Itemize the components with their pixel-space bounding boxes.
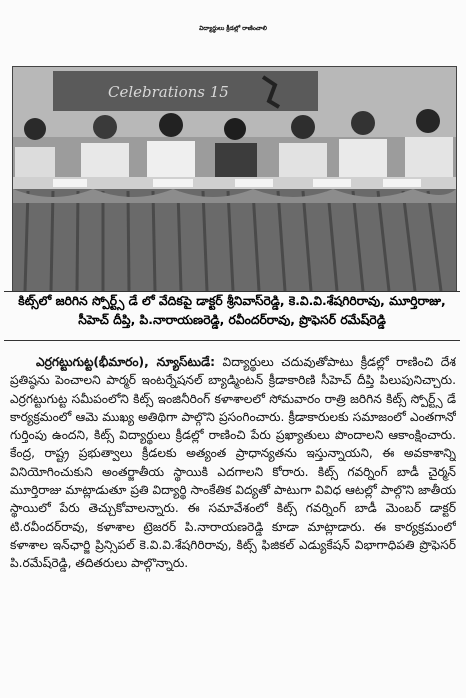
event-photo bbox=[12, 66, 457, 292]
dateline: ఎర్రగట్టుగుట్ట(భీమారం), న్యూస్‌టుడే: bbox=[36, 355, 215, 369]
caption-line-2: సీహెచ్ దీప్తి, పి.నారాయణరెడ్డి, రవీందర్‌రావు, ప్రొఫెసర్ రమేష్‌రెడ్డి bbox=[78, 313, 386, 327]
article-text: విద్యార్థులు చదువుతోపాటు క్రీడల్లో రాణించి దేశ ప్రతిష్ఠను పెంచాలని పార్మర్ ఇంటర్నేషనల్ బ్యాడ్మింటన్ క్రీడాకారిణి సీహెచ్ దీప్తి పిలుపునిచ్చారు. ఎర్రగట్టుగుట్ట సమీపంలోని కిట్స్ ఇంజినీరింగ్ కళాశాలలో సోమవారం రాత్రి జరిగిన కిట్స్ స్పోర్ట్స్ డే కార్యక్రమంలో ఆమె ముఖ్య అతిథిగా పాల్గొని ప్రసంగించారు. క్రీడాకారులకు సమాజంలో ఎంతగానో గుర్తింపు ఉందని, కిట్స్ విద్యార్థులు క్రీడల్లో రాణించి పేరు ప్రఖ్యాతులు పొందాలని ఆకాంక్షించారు. కేంద్ర, రాష్ట్ర ప్రభుత్వాలు క్రీడలకు అత్యంత ప్రాధాన్యతను ఇస్తున్నాయని, ఈ అవకాశాన్ని వినియోగించుకుని అంతర్జాతీయ స్థాయికి ఎదగాలని కోరారు. కిట్స్ గవర్నింగ్ బాడీ చైర్మన్ మూర్తిరాజు మాట్లాడుతూ ప్రతి విద్యార్థి సాంకేతిక విద్యతో పాటుగా వివిధ ఆటల్లో పాల్గొని జాతీయ స్థాయిలో పేరు తెచ్చుకోవాలన్నారు. ఈ సమావేశంలో కిట్స్ గవర్నింగ్ బాడీ మెంబర్ డాక్టర్ టి.రవీందర్‌రావు, కళాశాల ట్రెజరర్ పి.నారాయణరెడ్డి కూడా మాట్లాడారు. ఈ కార్యక్రమంలో కళాశాల ఇన్‌ఛార్జి ప్రిన్సిపల్ కె.వి.వి.శేషగిరిరావు, కిట్స్ ఫిజికల్ ఎడ్యుకేషన్ విభాగాధిపతి ప్రొఫెసర్ పి.రమేష్‌రెడ్డి, తదితరులు పాల్గొన్నారు. bbox=[10, 355, 456, 571]
banner-text: Celebrations 15 bbox=[108, 83, 229, 101]
headline: విద్యార్థులు క్రీడల్లో రాణించాలి bbox=[199, 25, 267, 32]
caption-bottom-rule bbox=[4, 340, 460, 341]
article-paragraph bbox=[10, 353, 456, 573]
caption-line-1: కిట్స్‌లో జరిగిన స్పోర్ట్స్ డే లో వేదికపై డాక్టర్ శ్రీనివాస్‌రెడ్డి, కె.వి.వి.శేషగిరిరావు, మూర్తిరాజు, bbox=[18, 294, 446, 308]
article-body bbox=[10, 353, 456, 693]
stage-banner bbox=[53, 71, 318, 111]
photo-caption bbox=[6, 292, 458, 330]
